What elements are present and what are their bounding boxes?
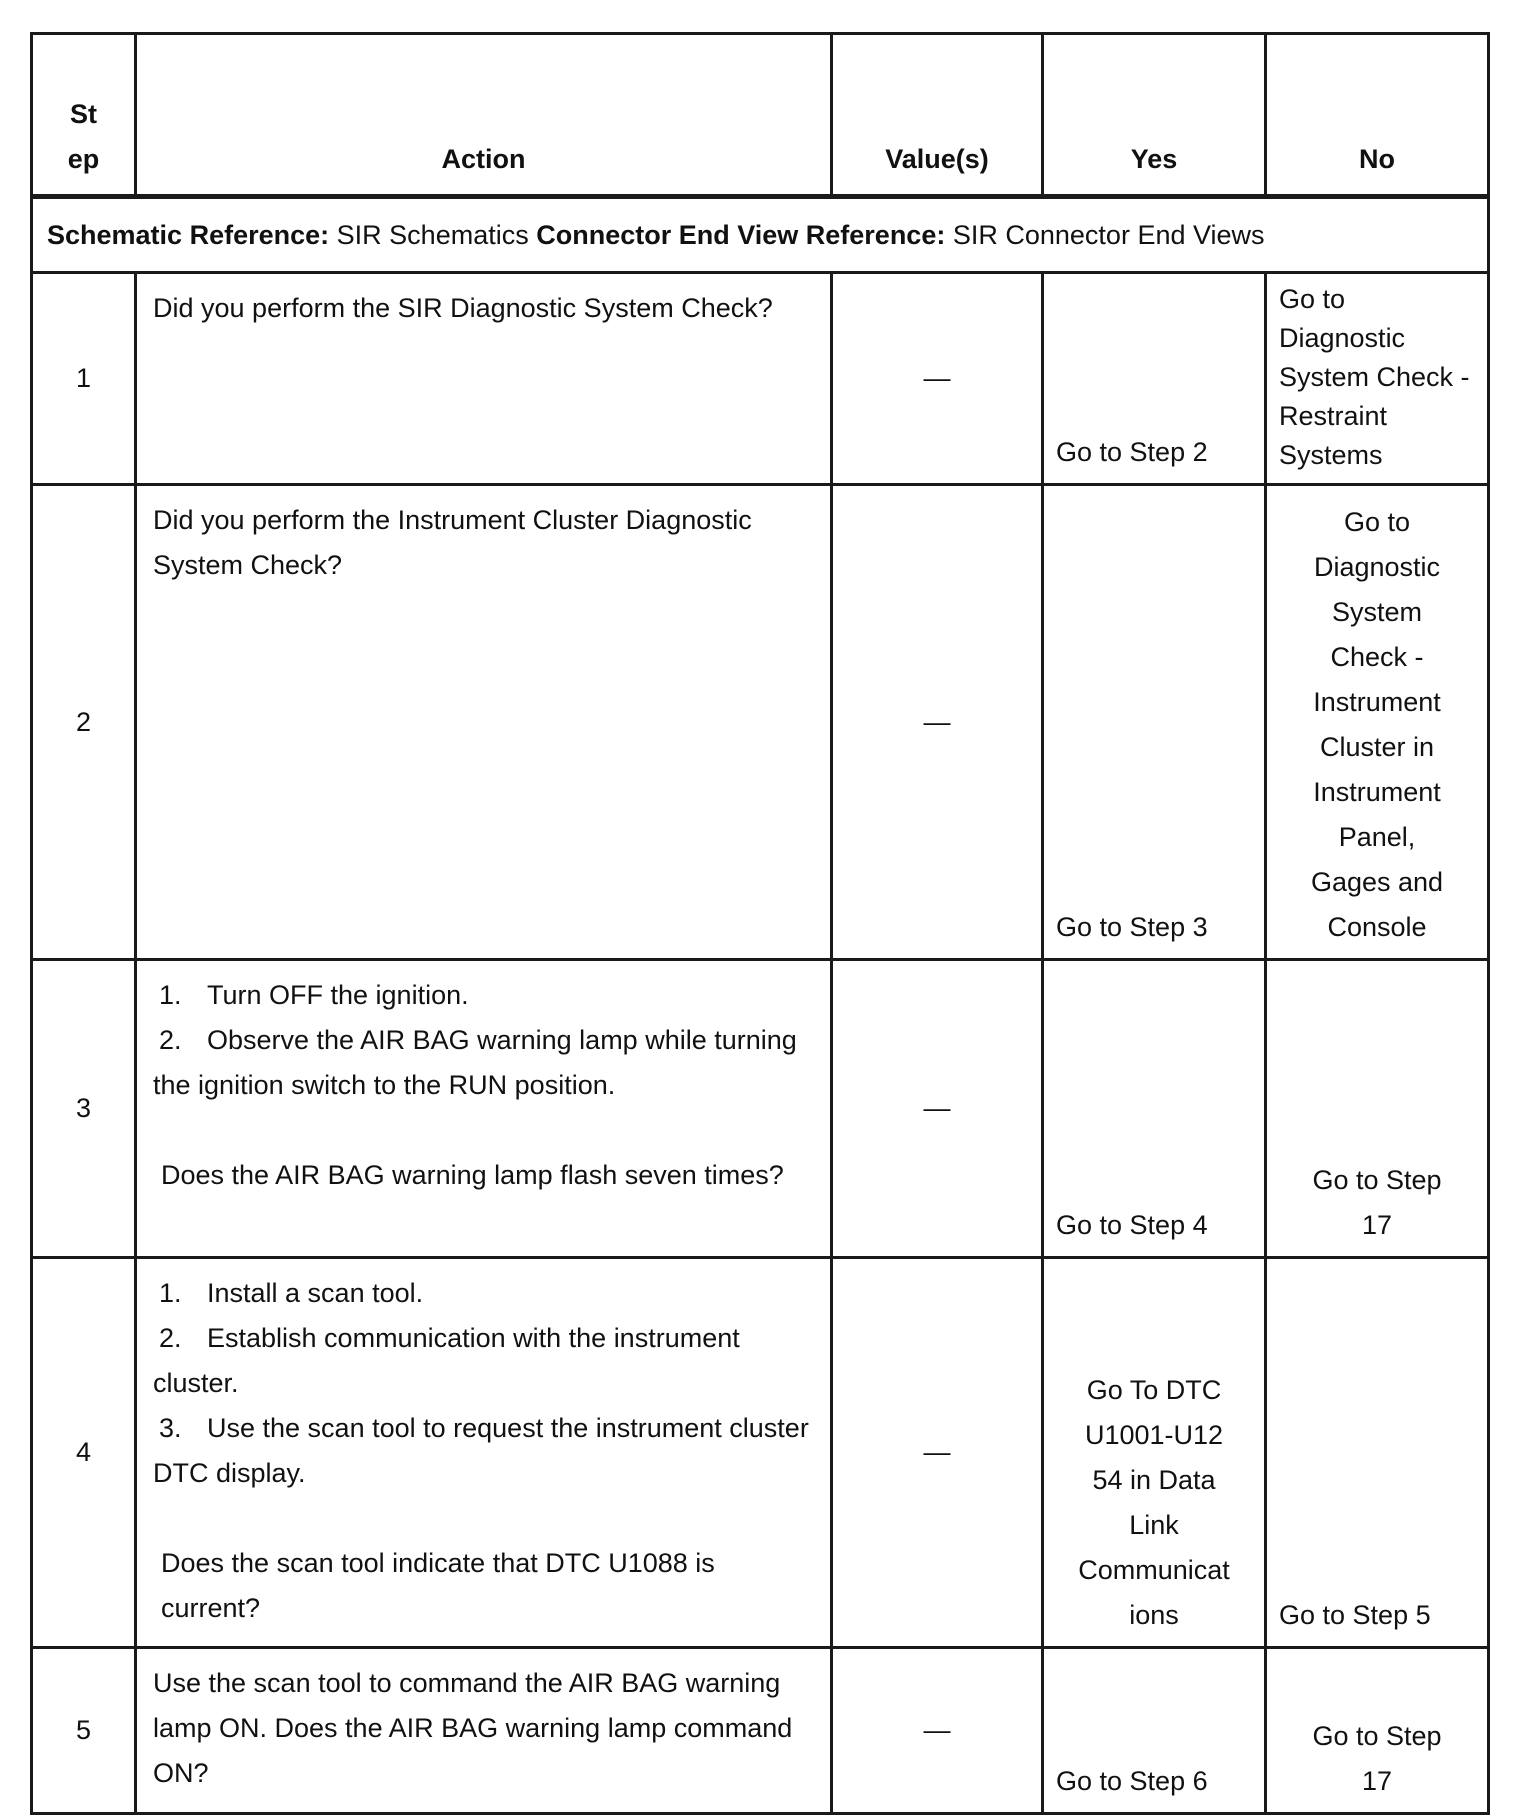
no-line: Panel, [1338, 822, 1416, 852]
yes-cell [1043, 1648, 1266, 1814]
action-list-item [153, 1316, 816, 1406]
yes-line: ions [1129, 1600, 1179, 1630]
action-cell [136, 485, 832, 960]
no-line: Go to Step [1312, 1165, 1442, 1195]
table-row [32, 485, 1489, 960]
schematic-reference-label: Schematic Reference: [47, 219, 330, 250]
list-number: 1. [159, 1278, 182, 1308]
step-number: 1 [32, 273, 136, 485]
connector-reference-label: Connector End View Reference: [536, 219, 946, 250]
step-number: 4 [32, 1258, 136, 1648]
list-text: Establish communication with the instrument cluster. [153, 1323, 740, 1398]
value-cell: — [832, 1648, 1043, 1814]
no-line: Systems [1279, 440, 1383, 470]
no-cell [1266, 960, 1489, 1258]
header-step-line1: St [70, 99, 97, 129]
no-line: Check - [1330, 642, 1424, 672]
header-values: Value(s) [832, 34, 1043, 197]
list-text: Observe the AIR BAG warning lamp while turning the ignition switch to the RUN position. [153, 1025, 797, 1100]
list-text: Turn OFF the ignition. [207, 980, 469, 1010]
action-text: Did you perform the Instrument Cluster Diagnostic System Check? [153, 505, 752, 580]
action-question: Does the scan tool indicate that DTC U1088 is current? [161, 1548, 715, 1623]
action-list-item [153, 1018, 816, 1108]
yes-cell [1043, 960, 1266, 1258]
reference-cell [32, 197, 1489, 273]
no-line: 17 [1361, 1766, 1393, 1796]
table-row [32, 960, 1489, 1258]
action-cell [136, 960, 832, 1258]
table-row [32, 1648, 1489, 1814]
yes-text: Go to Step 6 [1056, 1766, 1208, 1796]
spacer [153, 1108, 816, 1153]
header-row [32, 34, 1489, 197]
header-step-line2: ep [67, 144, 100, 174]
value-cell: — [832, 273, 1043, 485]
yes-line: Communicat [1078, 1555, 1230, 1585]
action-question: Does the AIR BAG warning lamp flash seven times? [161, 1160, 784, 1190]
yes-line: Go To DTC [1086, 1375, 1222, 1405]
header-yes: Yes [1043, 34, 1266, 197]
action-text: Use the scan tool to command the AIR BAG warning lamp ON. Does the AIR BAG warning lamp command ON? [153, 1668, 793, 1788]
step-number: 2 [32, 485, 136, 960]
yes-line: Link [1129, 1510, 1179, 1540]
yes-text: Go to Step 3 [1056, 912, 1208, 942]
no-line: Cluster in [1319, 732, 1435, 762]
value-cell: — [832, 485, 1043, 960]
diagnostic-table [30, 32, 1490, 1815]
yes-line: U1001-U12 [1084, 1420, 1224, 1450]
schematic-reference-value: SIR Schematics [336, 219, 529, 250]
spacer [153, 1496, 816, 1541]
value-cell: — [832, 960, 1043, 1258]
action-text: Did you perform the SIR Diagnostic System Check? [153, 293, 773, 323]
list-text: Install a scan tool. [207, 1278, 424, 1308]
header-step [32, 34, 136, 197]
no-line: Go to [1279, 284, 1346, 314]
yes-text: Go to Step 4 [1056, 1210, 1208, 1240]
action-list-item [153, 1406, 816, 1496]
action-cell [136, 273, 832, 485]
action-cell [136, 1648, 832, 1814]
no-line: Console [1327, 912, 1427, 942]
no-line: Go to Step [1312, 1721, 1442, 1751]
header-no: No [1266, 34, 1489, 197]
no-line: Instrument [1313, 777, 1441, 807]
list-text: Use the scan tool to request the instrument cluster DTC display. [153, 1413, 809, 1488]
no-text: Go to Step 5 [1279, 1600, 1431, 1630]
action-cell [136, 1258, 832, 1648]
no-cell [1266, 1258, 1489, 1648]
action-list-item [153, 1271, 816, 1316]
step-number: 5 [32, 1648, 136, 1814]
action-list-item [153, 973, 816, 1018]
table-row [32, 273, 1489, 485]
no-line: System [1331, 597, 1423, 627]
header-action: Action [136, 34, 832, 197]
list-number: 2. [159, 1323, 182, 1353]
reference-row [32, 197, 1489, 273]
list-number: 2. [159, 1025, 182, 1055]
step-number: 3 [32, 960, 136, 1258]
yes-cell [1043, 485, 1266, 960]
yes-text: Go to Step 2 [1056, 437, 1208, 467]
no-cell [1266, 273, 1489, 485]
no-cell [1266, 1648, 1489, 1814]
no-line: Restraint [1279, 401, 1388, 431]
yes-line: 54 in Data [1092, 1465, 1216, 1495]
yes-cell [1043, 273, 1266, 485]
list-number: 1. [159, 980, 182, 1010]
no-line: 17 [1361, 1210, 1393, 1240]
value-cell: — [832, 1258, 1043, 1648]
table-row [32, 1258, 1489, 1648]
yes-cell [1043, 1258, 1266, 1648]
no-cell [1266, 485, 1489, 960]
no-line: Diagnostic [1313, 552, 1441, 582]
no-line: Instrument [1313, 687, 1441, 717]
no-line: Go to [1343, 507, 1411, 537]
no-line: Gages and [1310, 867, 1444, 897]
connector-reference-value: SIR Connector End Views [952, 219, 1265, 250]
no-line: Diagnostic [1279, 323, 1406, 353]
no-line: System Check - [1279, 362, 1470, 392]
list-number: 3. [159, 1413, 182, 1443]
